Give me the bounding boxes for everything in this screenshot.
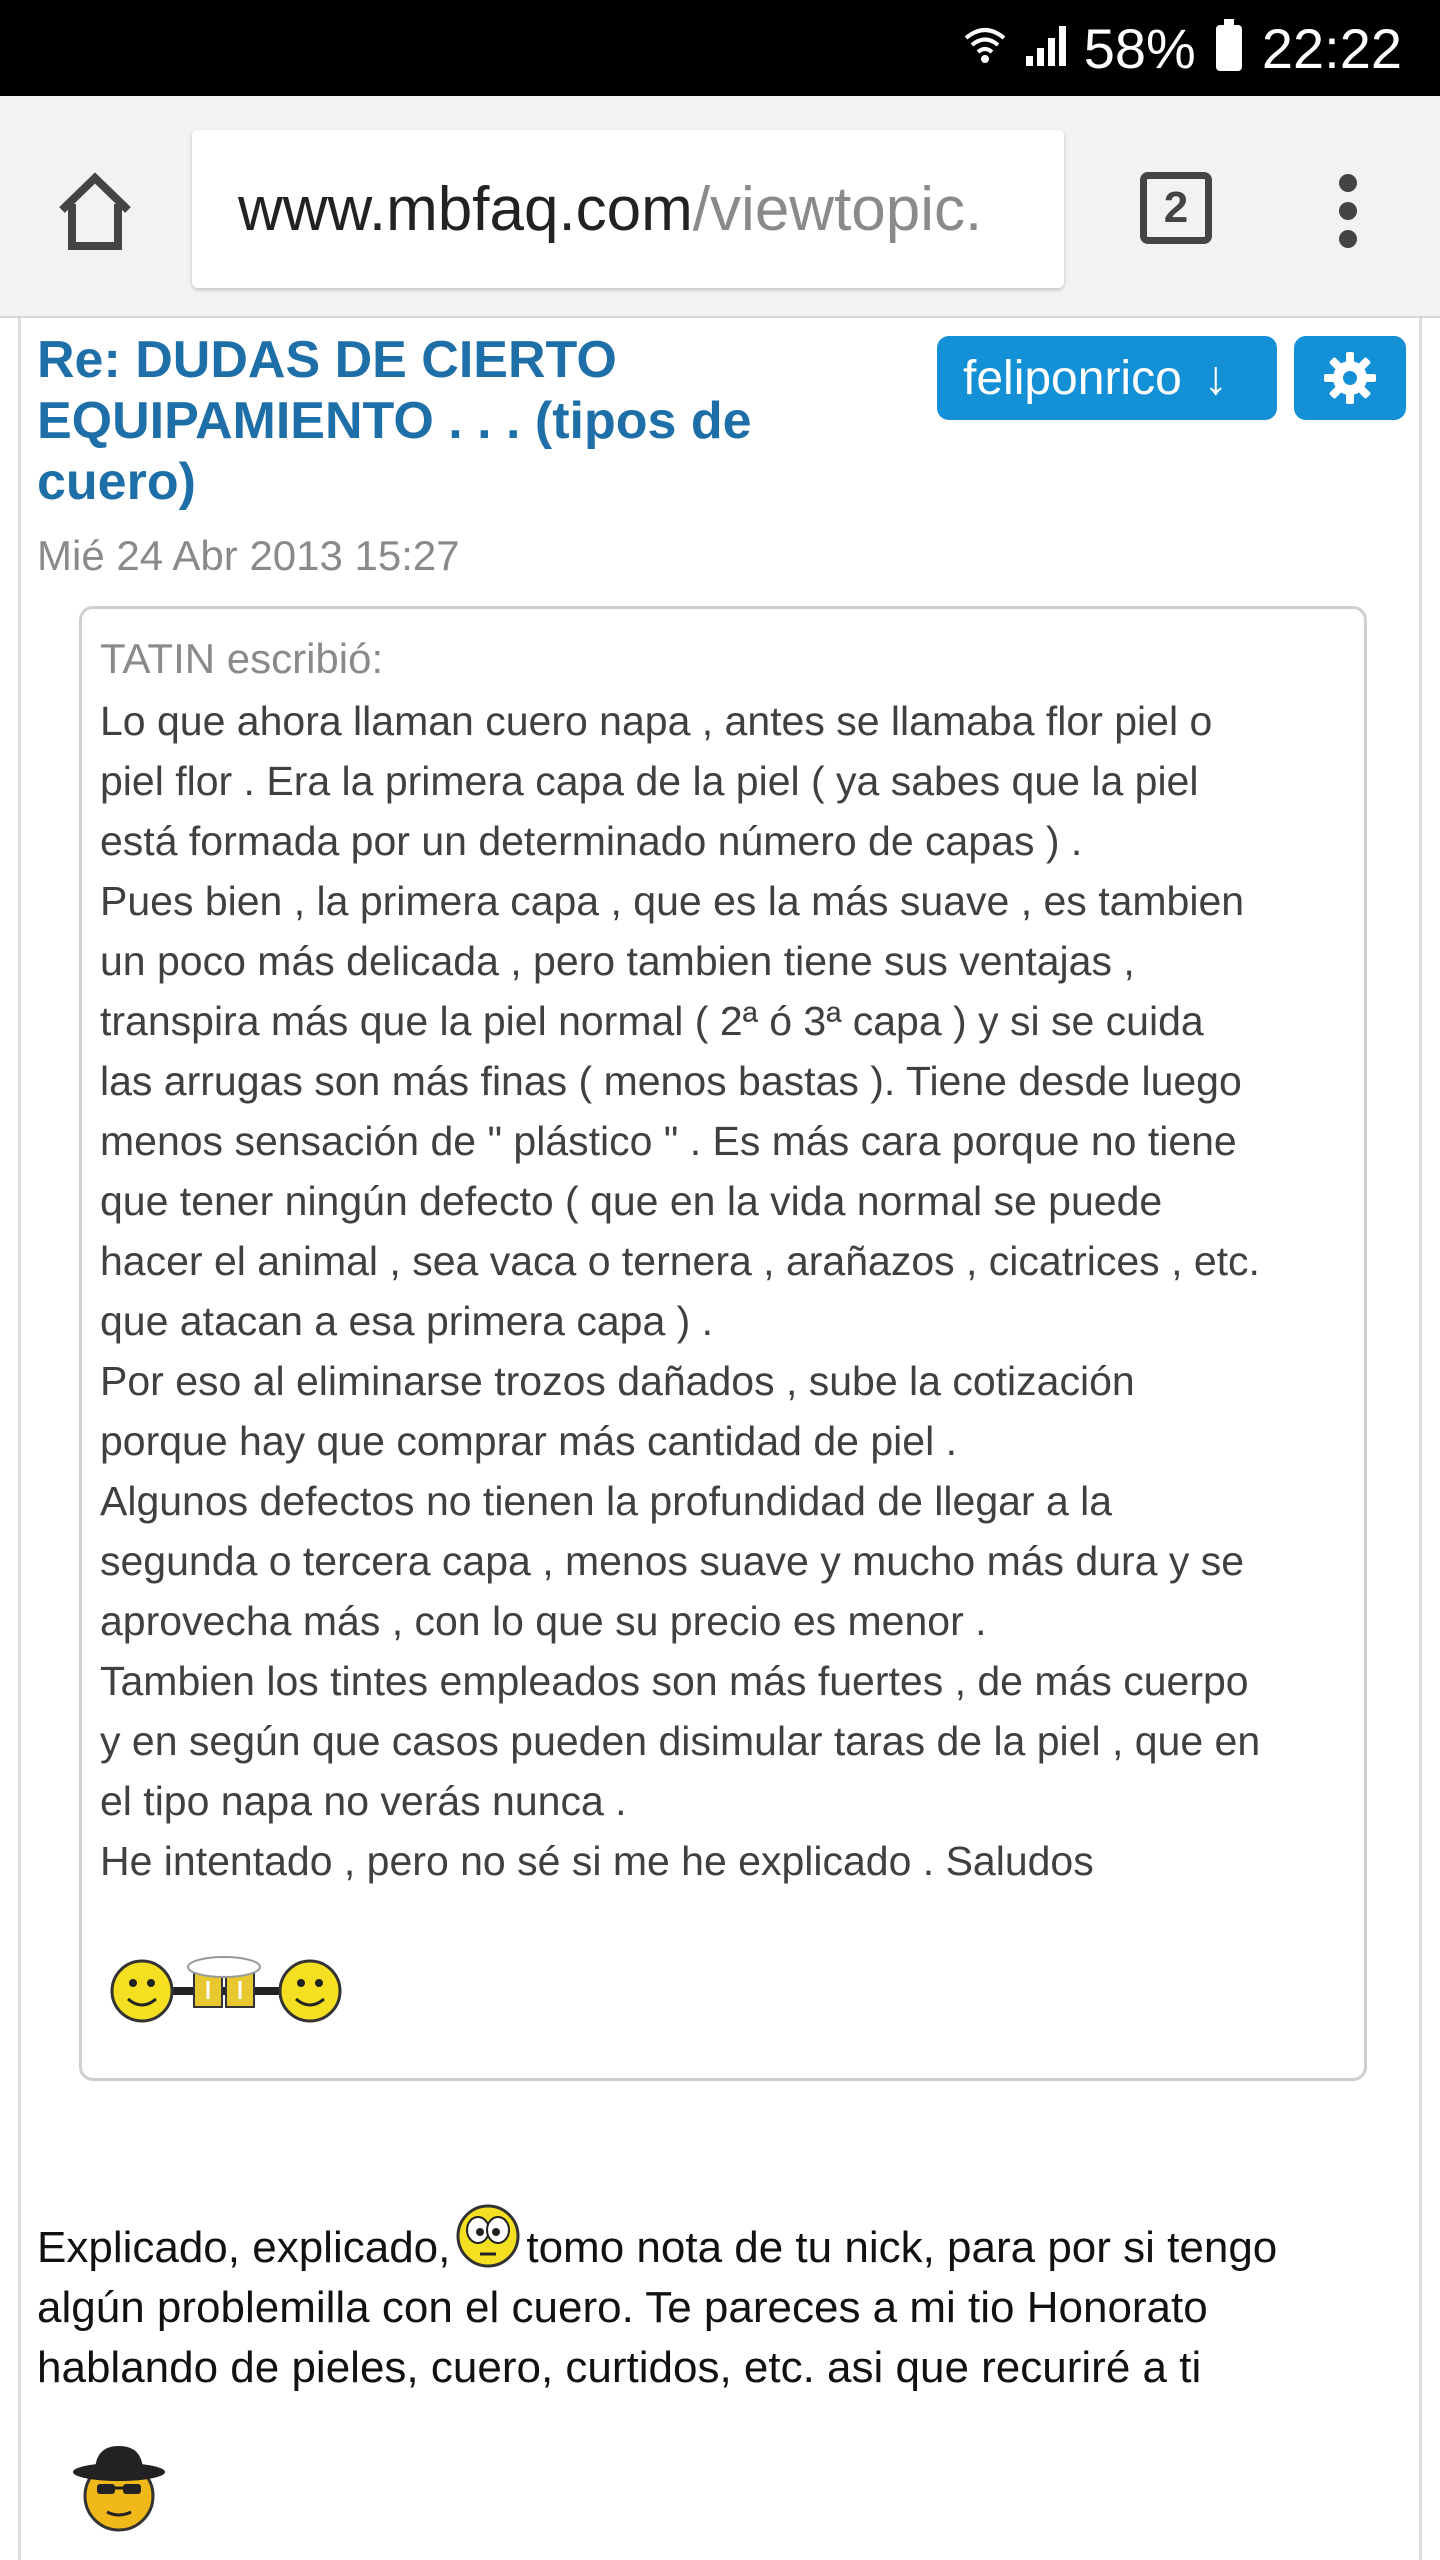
quote-line: aprovecha más , con lo que su precio es menor . — [100, 1598, 987, 1644]
quote-line: porque hay que comprar más cantidad de piel . — [100, 1418, 957, 1464]
status-bar — [0, 0, 1440, 96]
quote-body — [100, 691, 1346, 1891]
author-name: feliponrico — [963, 351, 1182, 405]
quote-block — [79, 606, 1367, 2081]
menu-dot — [1339, 202, 1357, 220]
quote-line: que atacan a esa primera capa ) . — [100, 1298, 714, 1344]
post-title-line: EQUIPAMIENTO . . . (tipos de — [37, 392, 752, 450]
quote-line: Tambien los tintes empleados son más fuertes , de más cuerpo — [100, 1658, 1249, 1704]
home-icon — [50, 166, 140, 256]
quote-line: transpira más que la piel normal ( 2ª ó 3ª capa ) y si se cuida — [100, 998, 1204, 1044]
wifi-icon — [962, 16, 1008, 81]
quote-line: Pues bien , la primera capa , que es la más suave , es tambien — [100, 878, 1245, 924]
menu-dot — [1339, 230, 1357, 248]
eyes-smiley-icon — [456, 2200, 520, 2270]
reply-text-part: Explicado, explicado, — [37, 2223, 451, 2272]
home-button[interactable] — [50, 166, 140, 256]
post-title-line: Re: DUDAS DE CIERTO — [37, 331, 617, 389]
signal-icon — [1022, 16, 1070, 81]
post-container — [18, 318, 1422, 2560]
status-time: 22:22 — [1261, 16, 1402, 80]
reply-text-part: tomo nota de tu nick, para por si tengo — [526, 2223, 1278, 2272]
author-button[interactable] — [937, 336, 1277, 420]
url-domain: www.mbfaq.com — [238, 174, 693, 244]
quote-line: el tipo napa no verás nunca . — [100, 1778, 627, 1824]
url-path: /viewtopic. — [692, 174, 983, 244]
reply-line: algún problemilla con el cuero. Te pareces a mi tio Honorato — [37, 2283, 1208, 2332]
quote-line: un poco más delicada , pero tambien tiene sus ventajas , — [100, 938, 1135, 984]
url-bar[interactable] — [192, 130, 1064, 288]
gear-icon — [1322, 350, 1378, 406]
reply-text — [37, 2218, 1417, 2398]
quote-line: Lo que ahora llaman cuero napa , antes se llamaba flor piel o — [100, 698, 1213, 744]
arrow-down-icon: ↓ — [1203, 351, 1228, 405]
browser-toolbar — [0, 96, 1440, 318]
settings-button[interactable] — [1294, 336, 1406, 420]
quote-line: las arrugas son más finas ( menos bastas ). Tiene desde luego — [100, 1058, 1242, 1104]
reply-line: hablando de pieles, cuero, curtidos, etc. asi que recuriré a ti — [37, 2343, 1202, 2392]
quote-line: hacer el animal , sea vaca o ternera , arañazos , cicatrices , etc. — [100, 1238, 1260, 1284]
quote-author: TATIN escribió: — [100, 635, 384, 682]
detective-smiley-icon — [69, 2438, 169, 2538]
quote-line: Algunos defectos no tienen la profundidad de llegar a la — [100, 1478, 1113, 1524]
post-date: Mié 24 Abr 2013 15:27 — [37, 532, 460, 579]
status-right — [962, 0, 1402, 96]
quote-line: segunda o tercera capa , menos suave y mucho más dura y se — [100, 1538, 1245, 1584]
overflow-menu-icon[interactable] — [1322, 168, 1374, 254]
reply-line — [37, 2218, 1417, 2278]
quote-line: He intentado , pero no sé si me he explicado . Saludos — [100, 1838, 1094, 1884]
tab-count: 2 — [1163, 183, 1189, 232]
cheers-smiley-icon — [104, 1945, 344, 2031]
menu-dot — [1339, 174, 1357, 192]
tabs-button[interactable] — [1140, 172, 1212, 244]
quote-line: que tener ningún defecto ( que en la vida normal se puede — [100, 1178, 1163, 1224]
quote-line: Por eso al eliminarse trozos dañados , sube la cotización — [100, 1358, 1135, 1404]
quote-line: está formada por un determinado número de capas ) . — [100, 818, 1083, 864]
quote-line: y en según que casos pueden disimular taras de la piel , que en — [100, 1718, 1261, 1764]
quote-line: menos sensación de " plástico " . Es más cara porque no tiene — [100, 1118, 1237, 1164]
battery-icon — [1216, 25, 1242, 71]
battery-percent: 58% — [1083, 16, 1196, 80]
post-title[interactable] — [37, 330, 797, 513]
post-title-line: cuero) — [37, 453, 196, 511]
quote-line: piel flor . Era la primera capa de la piel ( ya sabes que la piel — [100, 758, 1199, 804]
